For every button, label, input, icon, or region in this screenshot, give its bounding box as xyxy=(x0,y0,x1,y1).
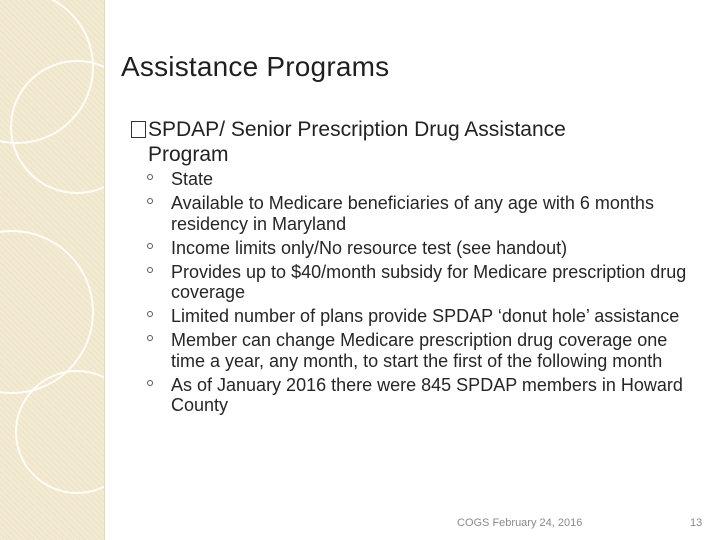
list-item-text: Member can change Medicare prescription drug coverage one time a year, any month, to start the first of the following month xyxy=(171,330,668,371)
list-item xyxy=(144,169,694,190)
list-item-text: Provides up to $40/month subsidy for Medicare prescription drug coverage xyxy=(171,261,687,303)
main-bullet-text xyxy=(131,117,691,167)
circle-bullet-icon xyxy=(147,380,153,386)
slide-number: 13 xyxy=(690,517,703,529)
list-item xyxy=(144,238,694,259)
circle-bullet-icon xyxy=(147,311,153,317)
circle-bullet-icon xyxy=(147,243,153,249)
circle-bullet-icon xyxy=(147,267,153,273)
footer-date: COGS February 24, 2016 xyxy=(457,517,583,529)
list-item-text: Limited number of plans provide SPDAP ‘donut hole’ assistance xyxy=(171,306,680,327)
list-item-text: Income limits only/No resource test (see handout) xyxy=(171,237,568,258)
side-band-divider xyxy=(104,0,105,540)
list-item-text: Available to Medicare beneficiaries of any age with 6 months residency in Maryland xyxy=(171,192,654,234)
circle-bullet-icon xyxy=(147,335,153,341)
main-bullet-line-1: SPDAP/ Senior Prescription Drug Assistance xyxy=(148,118,566,141)
list-item xyxy=(144,193,694,234)
main-bullet xyxy=(131,117,691,167)
sub-bullet-list xyxy=(144,169,694,416)
main-bullet-line-2: Program xyxy=(148,143,229,166)
circle-bullet-icon xyxy=(147,198,153,204)
list-item xyxy=(144,306,694,327)
list-item xyxy=(144,330,694,371)
circle-bullet-icon xyxy=(147,174,153,180)
slide-title: Assistance Programs xyxy=(121,51,390,82)
list-item xyxy=(144,375,694,416)
list-item xyxy=(144,262,694,303)
decorative-side-band xyxy=(0,0,104,540)
list-item-text: As of January 2016 there were 845 SPDAP members in Howard County xyxy=(171,374,683,416)
list-item-text: State xyxy=(171,169,214,189)
square-bullet-icon xyxy=(131,121,146,138)
